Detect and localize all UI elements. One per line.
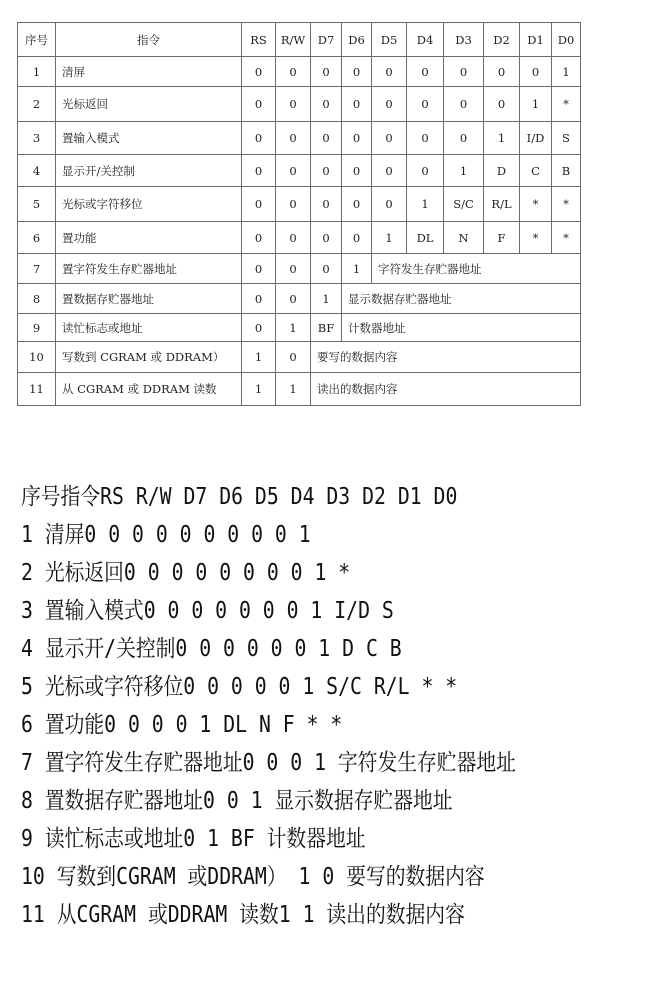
cell-d0: * <box>552 222 581 254</box>
cell-rs: 0 <box>242 122 276 155</box>
cell-instruction: 置功能 <box>56 222 242 254</box>
cell-rw: 0 <box>276 222 311 254</box>
cell-no: 2 <box>18 87 56 122</box>
cell-d2: 0 <box>484 87 520 122</box>
cell-rw: 0 <box>276 342 311 373</box>
cell-d5: 1 <box>372 222 407 254</box>
cell-instruction: 光标返回 <box>56 87 242 122</box>
cell-d0: * <box>552 187 581 222</box>
cell-d4: 1 <box>407 187 444 222</box>
cell-d1: C <box>520 155 552 187</box>
cell-d6: 0 <box>342 155 372 187</box>
cell-rw: 0 <box>276 155 311 187</box>
cell-d7: 0 <box>311 187 342 222</box>
text-line-header: 序号指令RS R/W D7 D6 D5 D4 D3 D2 D1 D0 <box>21 484 458 510</box>
cell-rs: 0 <box>242 87 276 122</box>
cell-d7: 0 <box>311 222 342 254</box>
cell-d1: 1 <box>520 87 552 122</box>
text-line: 5 光标或字符移位0 0 0 0 0 1 S/C R/L * * <box>21 674 458 700</box>
cell-no: 5 <box>18 187 56 222</box>
text-line: 3 置输入模式0 0 0 0 0 0 0 1 I/D S <box>21 598 394 624</box>
cell-d1: I/D <box>520 122 552 155</box>
table-row <box>18 57 581 87</box>
cell-rw: 0 <box>276 87 311 122</box>
header-instruction: 指令 <box>56 23 242 57</box>
table-header-row <box>18 23 581 57</box>
text-line: 7 置字符发生存贮器地址0 0 0 1 字符发生存贮器地址 <box>21 750 516 776</box>
cell-d1: * <box>520 187 552 222</box>
header-d4: D4 <box>407 23 444 57</box>
cell-no: 7 <box>18 254 56 284</box>
cell-data-span: 要写的数据内容 <box>311 342 581 373</box>
cell-d6: 1 <box>342 254 372 284</box>
cell-d7: BF <box>311 314 342 342</box>
table-row <box>18 187 581 222</box>
cell-d3: 0 <box>444 122 484 155</box>
header-d7: D7 <box>311 23 342 57</box>
cell-rw: 0 <box>276 122 311 155</box>
cell-d6: 0 <box>342 222 372 254</box>
cell-d3: 0 <box>444 87 484 122</box>
text-line: 4 显示开/关控制0 0 0 0 0 0 1 D C B <box>21 636 402 662</box>
cell-no: 1 <box>18 57 56 87</box>
cell-d6: 0 <box>342 122 372 155</box>
cell-no: 8 <box>18 284 56 314</box>
header-d3: D3 <box>444 23 484 57</box>
cell-instruction: 光标或字符移位 <box>56 187 242 222</box>
text-line: 8 置数据存贮器地址0 0 1 显示数据存贮器地址 <box>21 788 453 814</box>
cell-d4: 0 <box>407 155 444 187</box>
cell-no: 3 <box>18 122 56 155</box>
table-row <box>18 222 581 254</box>
cell-d3: 1 <box>444 155 484 187</box>
cell-d1: * <box>520 222 552 254</box>
cell-rw: 0 <box>276 284 311 314</box>
cell-instruction: 读忙标志或地址 <box>56 314 242 342</box>
cell-rs: 1 <box>242 373 276 406</box>
cell-address-span: 计数器地址 <box>342 314 581 342</box>
text-line: 1 清屏0 0 0 0 0 0 0 0 0 1 <box>21 522 311 548</box>
header-d6: D6 <box>342 23 372 57</box>
cell-d5: 0 <box>372 122 407 155</box>
cell-d4: 0 <box>407 57 444 87</box>
cell-d7: 0 <box>311 254 342 284</box>
cell-instruction: 显示开/关控制 <box>56 155 242 187</box>
cell-rs: 0 <box>242 254 276 284</box>
cell-d0: 1 <box>552 57 581 87</box>
cell-no: 9 <box>18 314 56 342</box>
text-line: 10 写数到CGRAM 或DDRAM） 1 0 要写的数据内容 <box>21 864 485 890</box>
cell-address-span: 字符发生存贮器地址 <box>372 254 581 284</box>
cell-d7: 0 <box>311 57 342 87</box>
table-row <box>18 155 581 187</box>
cell-d2: D <box>484 155 520 187</box>
cell-d4: 0 <box>407 122 444 155</box>
instruction-table <box>17 22 581 406</box>
cell-d2: 1 <box>484 122 520 155</box>
cell-d3: 0 <box>444 57 484 87</box>
cell-data-span: 读出的数据内容 <box>311 373 581 406</box>
table-row <box>18 87 581 122</box>
plain-text-listing <box>21 478 571 934</box>
header-d0: D0 <box>552 23 581 57</box>
cell-instruction: 从 CGRAM 或 DDRAM 读数 <box>56 373 242 406</box>
cell-rs: 0 <box>242 284 276 314</box>
cell-d2: F <box>484 222 520 254</box>
cell-d6: 0 <box>342 87 372 122</box>
table-row <box>18 122 581 155</box>
table-row <box>18 254 581 284</box>
text-line: 6 置功能0 0 0 0 1 DL N F * * <box>21 712 343 738</box>
table-row <box>18 314 581 342</box>
cell-no: 6 <box>18 222 56 254</box>
cell-rs: 0 <box>242 187 276 222</box>
table-row <box>18 373 581 406</box>
cell-d3: S/C <box>444 187 484 222</box>
header-rw: R/W <box>276 23 311 57</box>
header-d1: D1 <box>520 23 552 57</box>
cell-instruction: 清屏 <box>56 57 242 87</box>
cell-d1: 0 <box>520 57 552 87</box>
cell-d0: B <box>552 155 581 187</box>
cell-instruction: 置数据存贮器地址 <box>56 284 242 314</box>
cell-d5: 0 <box>372 87 407 122</box>
table-row <box>18 342 581 373</box>
text-line: 2 光标返回0 0 0 0 0 0 0 0 1 * <box>21 560 351 586</box>
cell-d5: 0 <box>372 57 407 87</box>
cell-d7: 0 <box>311 87 342 122</box>
cell-rs: 1 <box>242 342 276 373</box>
header-d2: D2 <box>484 23 520 57</box>
cell-d6: 0 <box>342 57 372 87</box>
cell-rw: 1 <box>276 314 311 342</box>
cell-d0: S <box>552 122 581 155</box>
header-no: 序号 <box>18 23 56 57</box>
cell-d7: 0 <box>311 155 342 187</box>
header-rs: RS <box>242 23 276 57</box>
cell-address-span: 显示数据存贮器地址 <box>342 284 581 314</box>
cell-instruction: 置字符发生存贮器地址 <box>56 254 242 284</box>
cell-d7: 1 <box>311 284 342 314</box>
table-row <box>18 284 581 314</box>
cell-d2: R/L <box>484 187 520 222</box>
cell-d0: * <box>552 87 581 122</box>
header-d5: D5 <box>372 23 407 57</box>
cell-no: 10 <box>18 342 56 373</box>
cell-d6: 0 <box>342 187 372 222</box>
cell-d4: DL <box>407 222 444 254</box>
cell-rw: 0 <box>276 254 311 284</box>
cell-d5: 0 <box>372 155 407 187</box>
cell-d3: N <box>444 222 484 254</box>
cell-rw: 0 <box>276 187 311 222</box>
text-line: 9 读忙标志或地址0 1 BF 计数器地址 <box>21 826 366 852</box>
cell-rs: 0 <box>242 155 276 187</box>
cell-instruction: 置输入模式 <box>56 122 242 155</box>
cell-instruction: 写数到 CGRAM 或 DDRAM） <box>56 342 242 373</box>
cell-rs: 0 <box>242 57 276 87</box>
cell-rw: 1 <box>276 373 311 406</box>
cell-no: 11 <box>18 373 56 406</box>
cell-d2: 0 <box>484 57 520 87</box>
cell-d4: 0 <box>407 87 444 122</box>
cell-d7: 0 <box>311 122 342 155</box>
cell-rs: 0 <box>242 222 276 254</box>
cell-no: 4 <box>18 155 56 187</box>
cell-d5: 0 <box>372 187 407 222</box>
cell-rs: 0 <box>242 314 276 342</box>
cell-rw: 0 <box>276 57 311 87</box>
text-line: 11 从CGRAM 或DDRAM 读数1 1 读出的数据内容 <box>21 902 465 928</box>
